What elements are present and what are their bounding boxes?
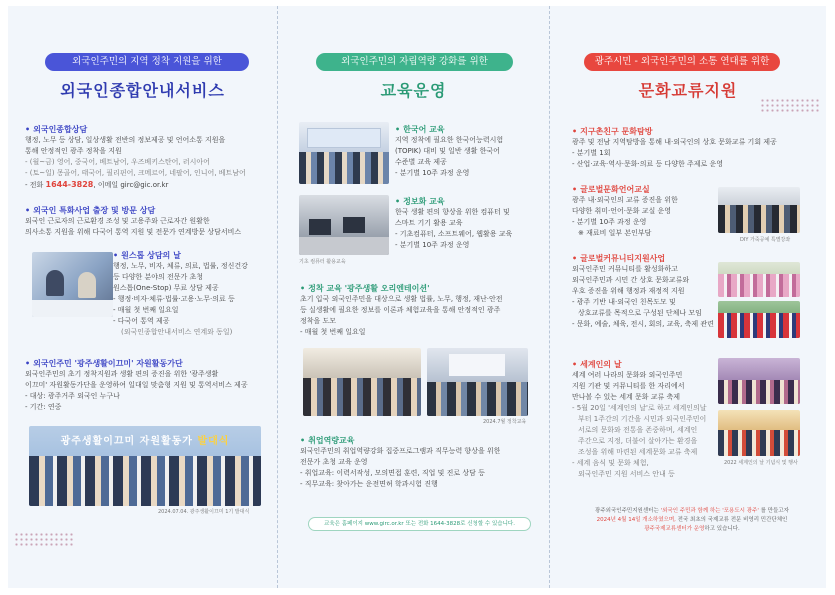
- section-title: 외국인종합상담: [33, 125, 88, 134]
- section-text: - 대상: 광주거주 외국인 누구나: [25, 392, 120, 400]
- bullet-icon: •: [572, 360, 578, 369]
- volunteer-ceremony-photo: [29, 426, 261, 506]
- section-text: - 산업·교육·역사·문화·의료 등 다양한 주제로 운영: [572, 160, 724, 168]
- section-language-class: [572, 184, 678, 239]
- section-title: 외국인주민 '광주생활이끄미' 자원활동가단: [33, 359, 183, 368]
- section-text: 외국인주민 커뮤니티를 활성화하고: [572, 265, 678, 273]
- panel-general-guide: [8, 6, 278, 588]
- photo-caption: 기초 컴퓨터 활용교육: [299, 259, 346, 265]
- section-text: 통해 안정적인 광주 정착을 지원: [25, 147, 122, 155]
- section-general-consultation: [25, 124, 246, 191]
- section-text: - 분기별 10주 과정 운영: [572, 218, 647, 226]
- section-text: 한국 생활 편의 향상을 위한 컴퓨터 및: [395, 208, 510, 216]
- onestop-photo: [32, 252, 113, 317]
- section-text: - 분기별 1회: [572, 149, 611, 157]
- section-text: 지역 정착에 필요한 한국어능력시험: [395, 136, 504, 144]
- section-title: 한국어 교육: [403, 125, 445, 134]
- section-text: 주간으로 지정, 더불어 살아가는 환경을: [578, 437, 698, 445]
- bullet-icon: •: [113, 251, 119, 260]
- section-text: - 광주 기반 내·외국인 친목도모 및: [572, 298, 676, 306]
- section-title: 세계인의 날: [580, 360, 622, 369]
- section-text: ※ 재료비 일부 본인부담: [578, 229, 652, 237]
- section-text: 외국인주민의 초기 정착지원과 생활 편의 증진을 위한 '광주생활: [25, 370, 219, 378]
- panel1-subtitle-pill: 외국인주민의 지역 정착 지원을 위한: [45, 53, 249, 71]
- section-volunteer-group: [25, 358, 248, 413]
- community-photo-2: [718, 301, 800, 338]
- section-text: - 문화, 예술, 체육, 전시, 회의, 교육, 축제 관련: [572, 320, 714, 328]
- orientation-photo-1: [303, 348, 421, 416]
- section-text: 초기 입국 외국인주민을 대상으로 생활 법률, 노무, 행정, 재난·안전: [300, 295, 503, 303]
- photo-caption: 2024.07.04. 광주생활이끄미 1기 발대식: [158, 509, 250, 515]
- section-text: 지원 기관 및 커뮤니티를 한 자리에서: [572, 382, 685, 390]
- bullet-icon: •: [572, 185, 578, 194]
- section-text: 광주 내·외국인의 교류 증진을 위한: [572, 196, 678, 204]
- section-text: 행정, 노무 등 상담, 일상생활 전반의 정보제공 및 언어소통 지원을: [25, 136, 226, 144]
- section-text: - 기초컴퓨터, 소프트웨어, 웹활용 교육: [395, 230, 513, 238]
- panel2-subtitle-pill: 외국인주민의 자립역량 강화를 위한: [316, 53, 513, 71]
- section-text: 만나볼 수 있는 세계 문화 교류 축제: [572, 393, 681, 401]
- section-korean-education: [395, 124, 503, 179]
- section-text: - 분기별 10주 과정 운영: [395, 169, 470, 177]
- section-text: - 다국어 통역 제공: [113, 317, 170, 325]
- bullet-icon: •: [300, 436, 306, 445]
- section-text: 광주 및 전남 지역탐방을 통해 내·외국인의 상호 문화교류 기회 제공: [572, 138, 777, 146]
- section-text: 외국인주민의 취업역량강화 집중프로그램과 직무능력 향상을 위한: [300, 447, 501, 455]
- section-text: - 직무교육: 찾아가는 운전면허 학과시험 진행: [300, 480, 438, 488]
- section-text: 이끄미' 자원활동가단을 운영하여 일대일 맞춤형 지원 및 통역서비스 제공: [25, 381, 248, 389]
- section-world-day: [572, 359, 707, 480]
- panel-cultural-exchange: [550, 6, 826, 588]
- section-title: 원스톱 상담의 날: [121, 251, 181, 260]
- section-text: - 매월 첫 번째 일요일: [113, 306, 179, 314]
- section-title: 정착 교육 '광주생활 오리엔테이션': [308, 284, 430, 293]
- center-footer-note: 광주외국인주민지원센터는 '외국인 주민과 함께 하는 '포용도시 광주' 를 만들고자 2024년 4월 14일 개소하였으며, 전국 최초의 국제교류 전문 비영리 민간단체인 광주국제교류센터가 운영하고 있습니다.: [595, 508, 789, 532]
- section-text: - 5월 20일 '세계인의 날'로 하고 세계인의날: [572, 404, 707, 412]
- section-onsite-consultation: [25, 205, 241, 238]
- korean-class-photo: [299, 122, 389, 184]
- panel-education: [278, 6, 550, 588]
- world-day-photo-2: [718, 410, 800, 456]
- computer-class-photo: [299, 195, 389, 255]
- photo-caption: 2022 세계인의 날 기념식 및 행사: [724, 460, 798, 466]
- section-text: - 세계 음식 및 문화 체험,: [572, 459, 649, 467]
- section-title: 취업역량교육: [308, 436, 355, 445]
- panel3-subtitle-pill: 광주시민 - 외국인주민의 소통 연대를 위한: [584, 53, 780, 71]
- panel1-title: 외국인종합안내서비스: [60, 81, 225, 100]
- section-text: 등 다양한 분야의 전문가 초청: [113, 273, 204, 281]
- section-text: - (월~금) 영어, 중국어, 베트남어, 우즈베키스탄어, 러시아어: [25, 158, 210, 166]
- decorative-dots: [14, 532, 74, 546]
- section-it-education: [395, 196, 512, 251]
- section-text: - (토~일) 몽골어, 태국어, 필리핀어, 크메르어, 네팔어, 인니어, 베트남어: [25, 169, 246, 177]
- section-text: 상호교류를 목적으로 구성된 단체나 모임: [578, 309, 702, 317]
- section-title: 글로벌커뮤니티지원사업: [580, 254, 666, 263]
- section-onestop-day: [113, 250, 248, 338]
- section-text: 전문가 초청 교육 운영: [300, 458, 368, 466]
- photo-caption: DIY 가죽공예 특별강좌: [740, 237, 791, 243]
- section-text: - 행정·비자·체류·법률·고용·노무·의료 등: [113, 295, 235, 303]
- bullet-icon: •: [395, 197, 401, 206]
- email-text[interactable]: , 이메일 girc@gic.or.kr: [93, 181, 169, 189]
- bullet-icon: •: [572, 254, 578, 263]
- section-text: (TOPIK) 대비 및 일반 생활 한국어: [395, 147, 500, 155]
- section-text: 세계 여러 나라의 문화와 외국인주민: [572, 371, 683, 379]
- section-text: 정착을 도모: [300, 317, 337, 325]
- section-text: 스마트 기기 활용 교육: [395, 219, 463, 227]
- bullet-icon: •: [25, 125, 31, 134]
- section-community-support: [572, 253, 714, 330]
- section-text: 조성을 위해 마련된 세계문화 교류 축제: [578, 448, 698, 456]
- section-text: 수준별 교육 제공: [395, 158, 447, 166]
- bullet-icon: •: [395, 125, 401, 134]
- decorative-dots: [760, 98, 820, 112]
- bullet-icon: •: [25, 359, 31, 368]
- section-title: 정보화 교육: [403, 197, 445, 206]
- community-photo-1: [718, 262, 800, 297]
- section-text: 외국인 근로자의 근로환경 조성 및 고용주와 근로자간 원활한: [25, 217, 210, 225]
- section-text: - 분기별 10주 과정 운영: [395, 241, 470, 249]
- banner-text: 광주생활이끄미 자원활동가: [60, 436, 193, 447]
- section-text: 우호 증진을 위해 행정과 재정적 지원: [572, 287, 685, 295]
- section-text: - 취업교육: 이력서작성, 모의면접 훈련, 직업 및 진로 상담 등: [300, 469, 485, 477]
- section-text: 서로의 문화와 전통을 존중하며, 세계인: [578, 426, 698, 434]
- section-orientation: [300, 283, 503, 338]
- section-text: 외국인주민과 시민 간 상호 문화교류와: [572, 276, 690, 284]
- bullet-icon: •: [572, 127, 578, 136]
- panel2-title: 교육운영: [380, 81, 447, 100]
- section-text: - 매월 첫 번째 일요일: [300, 328, 366, 336]
- section-title: 글로벌문화언어교실: [580, 185, 650, 194]
- section-title: 지구촌친구 문화탐방: [580, 127, 653, 136]
- panel3-title: 문화교류지원: [638, 81, 738, 100]
- section-text: 외국인주민 지원 서비스 안내 등: [578, 470, 675, 478]
- section-text: - 기간: 연중: [25, 403, 62, 411]
- section-text: 다양한 취미·언어·문화 교실 운영: [572, 207, 672, 215]
- leather-craft-photo: [718, 187, 800, 233]
- world-day-photo-1: [718, 358, 800, 404]
- section-text: 원스톱(One-Stop) 무료 상담 제공: [113, 284, 219, 292]
- section-employment-education: [300, 435, 500, 490]
- bullet-icon: •: [25, 206, 31, 215]
- section-text: (외국인종합안내서비스 연계와 동일): [121, 328, 233, 336]
- photo-caption: 2024.7월 정착교육: [483, 419, 527, 425]
- application-notice[interactable]: 교육은 홈페이지 www.girc.or.kr 또는 전화 1644-3828로 신청할 수 있습니다.: [308, 517, 531, 531]
- section-text: 의사소통 지원을 위해 다국어 통역 지원 및 전문가 연계방문 상담서비스: [25, 228, 242, 236]
- section-title: 외국인 특화사업 출장 및 방문 상담: [33, 206, 156, 215]
- banner-accent: 발대식: [197, 436, 230, 447]
- phone-number[interactable]: 1644-3828: [45, 180, 94, 189]
- contact-line: - 전화 1644-3828, 이메일 girc@gic.or.kr: [25, 180, 169, 189]
- section-text: 등 실생활에 필요한 정보를 이론과 체험교육을 통해 안정적인 광주: [300, 306, 501, 314]
- bullet-icon: •: [300, 284, 306, 293]
- section-text: 부터 1주간의 기간을 시민과 외국인주민이: [578, 415, 707, 423]
- orientation-photo-2: [427, 348, 528, 416]
- section-culture-tour: [572, 126, 777, 170]
- section-text: 행정, 노무, 비자, 체류, 의료, 법률, 정신건강: [113, 262, 248, 270]
